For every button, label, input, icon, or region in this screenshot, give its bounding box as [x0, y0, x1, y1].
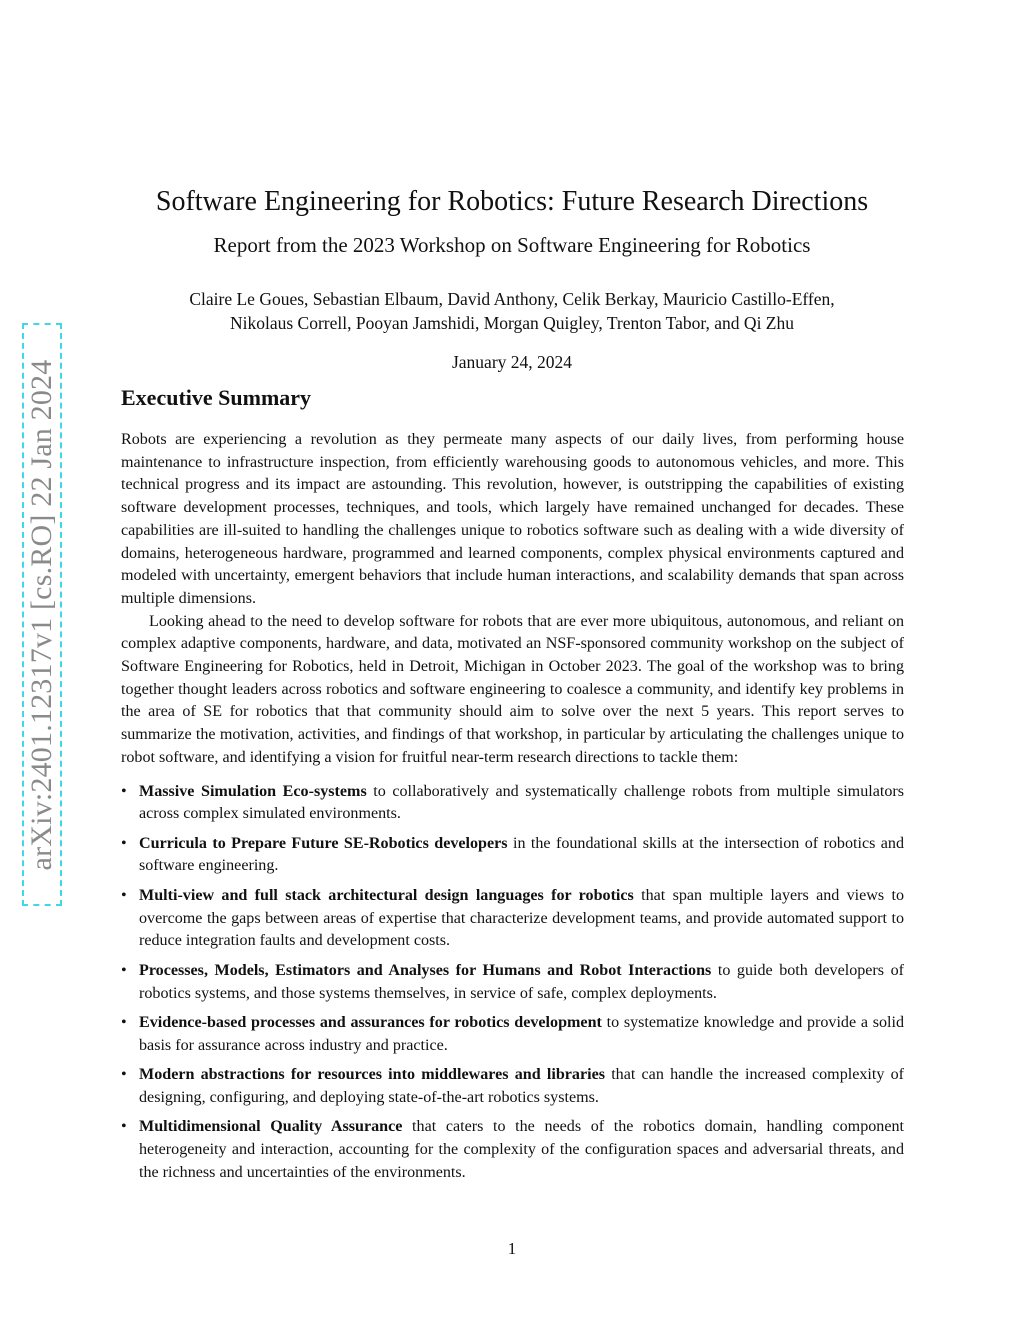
- list-item: [121, 833, 904, 878]
- section-heading: Executive Summary: [121, 385, 312, 410]
- list-item: [121, 1116, 904, 1184]
- list-item: [121, 960, 904, 1005]
- bullet-icon: •: [121, 1014, 127, 1032]
- publication-date: January 24, 2024: [451, 352, 573, 372]
- paragraph-2: Looking ahead to the need to develop software for robots that are ever more ubiquitous, autonomous, and reliant on complex adaptive components, hardware, and data, motivated an NSF-sponsored community workshop on the subject of Software Engineering for Robotics, held in Detroit, Michigan in October 2023. The goal of the workshop was to bring together thought leaders across robotics and software engineering to coalesce a community, and identify key problems in the area of SE for robotics that that community should aim to solve over the next 5 years. This report serves to summarize the motivation, activities, and findings of that workshop, in particular by articulating the challenges unique to robot software, and identifying a vision for fruitful near-term research directions to tackle them:: [121, 612, 904, 766]
- list-item-text: in the foundational skills at the intersection of robotics and software engineering.: [139, 834, 905, 875]
- bullet-icon: •: [121, 1118, 127, 1136]
- bullet-icon: •: [121, 1066, 127, 1084]
- bullet-icon: •: [121, 886, 127, 904]
- list-item: [121, 1012, 904, 1057]
- research-directions-list: [121, 781, 904, 1185]
- paper-subtitle: Report from the 2023 Workshop on Software Engineering for Robotics: [213, 233, 811, 257]
- list-item-title: Processes, Models, Estimators and Analyses for Humans and Robot Interactions: [139, 961, 712, 979]
- arxiv-identifier: arXiv:2401.12317v1 [cs.RO] 22 Jan 2024: [25, 359, 58, 870]
- bullet-icon: •: [121, 782, 127, 800]
- list-item-title: Curricula to Prepare Future SE-Robotics developers: [139, 834, 508, 852]
- list-item-title: Multi-view and full stack architectural design languages for robotics: [139, 886, 634, 904]
- bullet-icon: •: [121, 834, 127, 852]
- bullet-icon: •: [121, 961, 127, 979]
- author-line-1: Claire Le Goues, Sebastian Elbaum, David Anthony, Celik Berkay, Mauricio Castillo-Effen,: [189, 289, 835, 309]
- list-item-text: that span multiple layers and views to overcome the gaps between areas of expertise that characterize development teams, and provide automated support to reduce integration faults and development costs.: [139, 886, 904, 950]
- paragraph-1: Robots are experiencing a revolution as they permeate many aspects of our daily lives, from performing house maintenance to infrastructure inspection, from efficiently warehousing goods to autonomous vehicles, and more. This technical progress and its impact are astounding. This revolution, however, is outstripping the capabilities of existing software development processes, techniques, and tools, which largely have remained unchanged for decades. These capabilities are ill-suited to handling the challenges unique to robotics software such as dealing with a wide diversity of domains, heterogeneous hardware, programmed and learned components, complex physical environments captured and modeled with uncertainty, emergent behaviors that include human interactions, and scalability demands that span across multiple dimensions.: [121, 431, 904, 607]
- list-item-title: Modern abstractions for resources into middlewares and libraries: [139, 1066, 605, 1084]
- body-text: [121, 429, 904, 1191]
- author-line-2: Nikolaus Correll, Pooyan Jamshidi, Morgan Quigley, Trenton Tabor, and Qi Zhu: [229, 313, 795, 333]
- paper-title: Software Engineering for Robotics: Future Research Directions: [155, 186, 869, 217]
- page-number: 1: [507, 1239, 517, 1258]
- list-item-title: Multidimensional Quality Assurance: [139, 1118, 403, 1136]
- list-item: [121, 1064, 904, 1109]
- list-item-text: that caters to the needs of the robotics domain, handling component heterogeneity and interaction, accounting for the complexity of the configuration spaces and adversarial threats, and the richness and uncertainties of the environments.: [139, 1118, 904, 1181]
- list-item-text: that can handle the increased complexity of designing, configuring, and deploying state-of-the-art robotics systems.: [139, 1066, 904, 1106]
- arxiv-stamp: [22, 323, 62, 906]
- list-item-title: Evidence-based processes and assurances for robotics development: [139, 1014, 602, 1032]
- list-item: [121, 885, 904, 953]
- list-item: [121, 781, 904, 826]
- list-item-text: to systematize knowledge and provide a solid basis for assurance across industry and practice.: [139, 1014, 905, 1054]
- author-list: [0, 287, 1024, 335]
- list-item-text: to collaboratively and systematically challenge robots from multiple simulators across complex simulated environments.: [139, 782, 905, 823]
- list-item-text: to guide both developers of robotics systems, and those systems themselves, in service of safe, complex deployments.: [139, 961, 904, 1002]
- list-item-title: Massive Simulation Eco-systems: [139, 782, 367, 800]
